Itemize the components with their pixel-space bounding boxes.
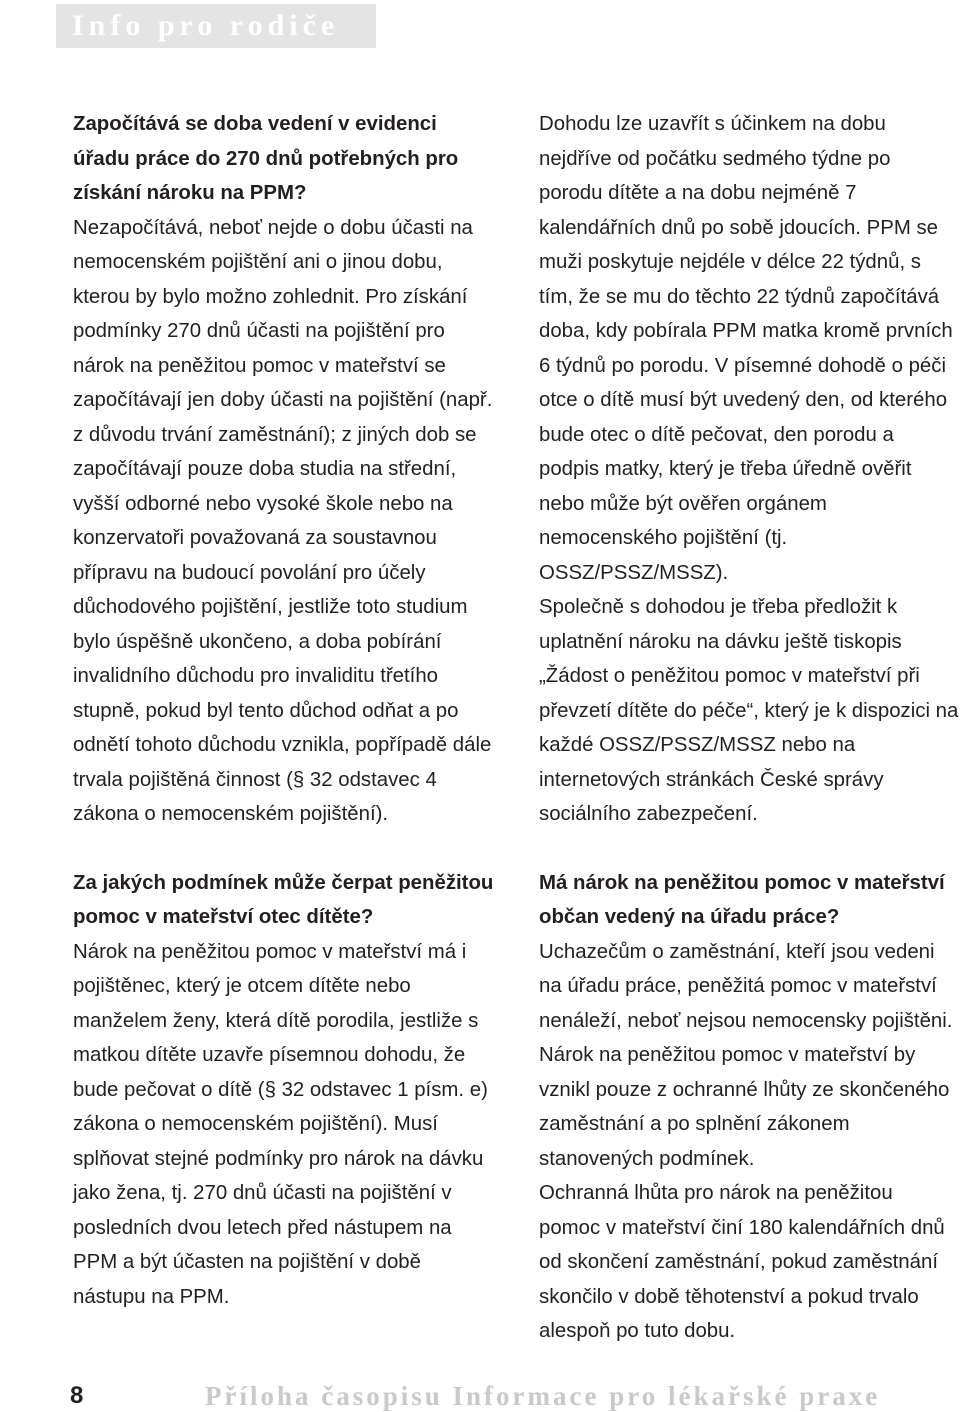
header-bar (56, 4, 376, 48)
publication-footer: Příloha časopisu Informace pro lékařské praxe (205, 1381, 881, 1411)
left-column (73, 107, 498, 1314)
question-heading-3: Má nárok na peněžitou pomoc v mateřství občan vedený na úřadu práce? (539, 871, 945, 928)
answer-paragraph-3-protection-period: Ochranná lhůta pro nárok na peněžitou pomoc v mateřství činí 180 kalendářních dnů od skončení zaměstnání, pokud zaměstnání skončilo v době těhotenství a pokud trvalo alespoň po tuto dobu. (539, 1182, 945, 1342)
question-heading-2: Za jakých podmínek může čerpat peněžitou pomoc v mateřství otec dítěte? (73, 871, 494, 928)
answer-paragraph-3: Uchazečům o zaměstnání, kteří jsou vedeni na úřadu práce, peněžitá pomoc v mateřství nenáleží, neboť nejsou nemocensky pojištěni. Nárok na peněžitou pomoc v mateřství by vznikl pouze z ochranné lhůty ze skončeného zaměstnání a po splnění zákonem stanovených podmínek. (539, 940, 953, 1170)
page-number: 8 (70, 1382, 84, 1409)
section-title: Info pro rodiče (72, 9, 340, 42)
answer-paragraph-2-form-note: Společně s dohodou je třeba předložit k uplatnění nároku na dávku ještě tiskopis „Žádost o peněžitou pomoc v mateřství při převzetí dítěte do péče“, který je k dispozici na každé OSSZ/PSSZ/MSSZ nebo na internetových stránkách České správy sociálního zabezpečení. (539, 596, 959, 825)
answer-paragraph-2-continued: Dohodu lze uzavřít s účinkem na dobu nejdříve od počátku sedmého týdne po porodu dítěte a na dobu nejméně 7 kalendářních dnů po sobě jdoucích. PPM se muži poskytuje nejdéle v délce 22 týdnů, s tím, že se mu do těchto 22 týdnů započítává doba, kdy pobírala PPM matka kromě prvních 6 týdnů po porodu. V písemné dohodě o péči otce o dítě musí být uvedený den, od kterého bude otec o dítě pečovat, den porodu a podpis matky, který je třeba úředně ověřit nebo může být ověřen orgánem nemocenského pojištění (tj. OSSZ/PSSZ/MSSZ). (539, 113, 953, 584)
question-heading-1: Započítává se doba vedení v evidenci úřadu práce do 270 dnů potřebných pro získání nároku na PPM? (73, 113, 459, 204)
right-column (539, 107, 959, 1349)
answer-paragraph-1: Nezapočítává, neboť nejde o dobu účasti na nemocenském pojištění ani o jinou dobu, kterou by bylo možno zohlednit. Pro získání podmínky 270 dnů účasti na pojištění pro nárok na peněžitou pomoc v mateřství se započítávají jen doby účasti na pojištění (např. z důvodu trvání zaměstnání); z jiných dob se započítávají pouze doba studia na střední, vyšší odborné nebo vysoké škole nebo na konzervatoři považovaná za soustavnou přípravu na budoucí povolání pro účely důchodového pojištění, jestliže toto studium bylo úspěšně ukončeno, a doba pobírání invalidního důchodu pro invaliditu třetího stupně, pokud byl tento důchod odňat a po odnětí tohoto důchodu vznikla, popřípadě dále trvala pojištěná činnost (§ 32 odstavec 4 zákona o nemocenském pojištění). (73, 216, 493, 825)
answer-paragraph-2: Nárok na peněžitou pomoc v mateřství má i pojištěnec, který je otcem dítěte nebo manželem ženy, která dítě porodila, jestliže s matkou dítěte uzavře písemnou dohodu, že bude pečovat o dítě (§ 32 odstavec 1 písm. e) zákona o nemocenském pojištění). Musí splňovat stejné podmínky pro nárok na dávku jako žena, tj. 270 dnů účasti na pojištění v posledních dvou letech před nástupem na PPM a být účasten na pojištění v době nástupu na PPM. (73, 940, 488, 1308)
